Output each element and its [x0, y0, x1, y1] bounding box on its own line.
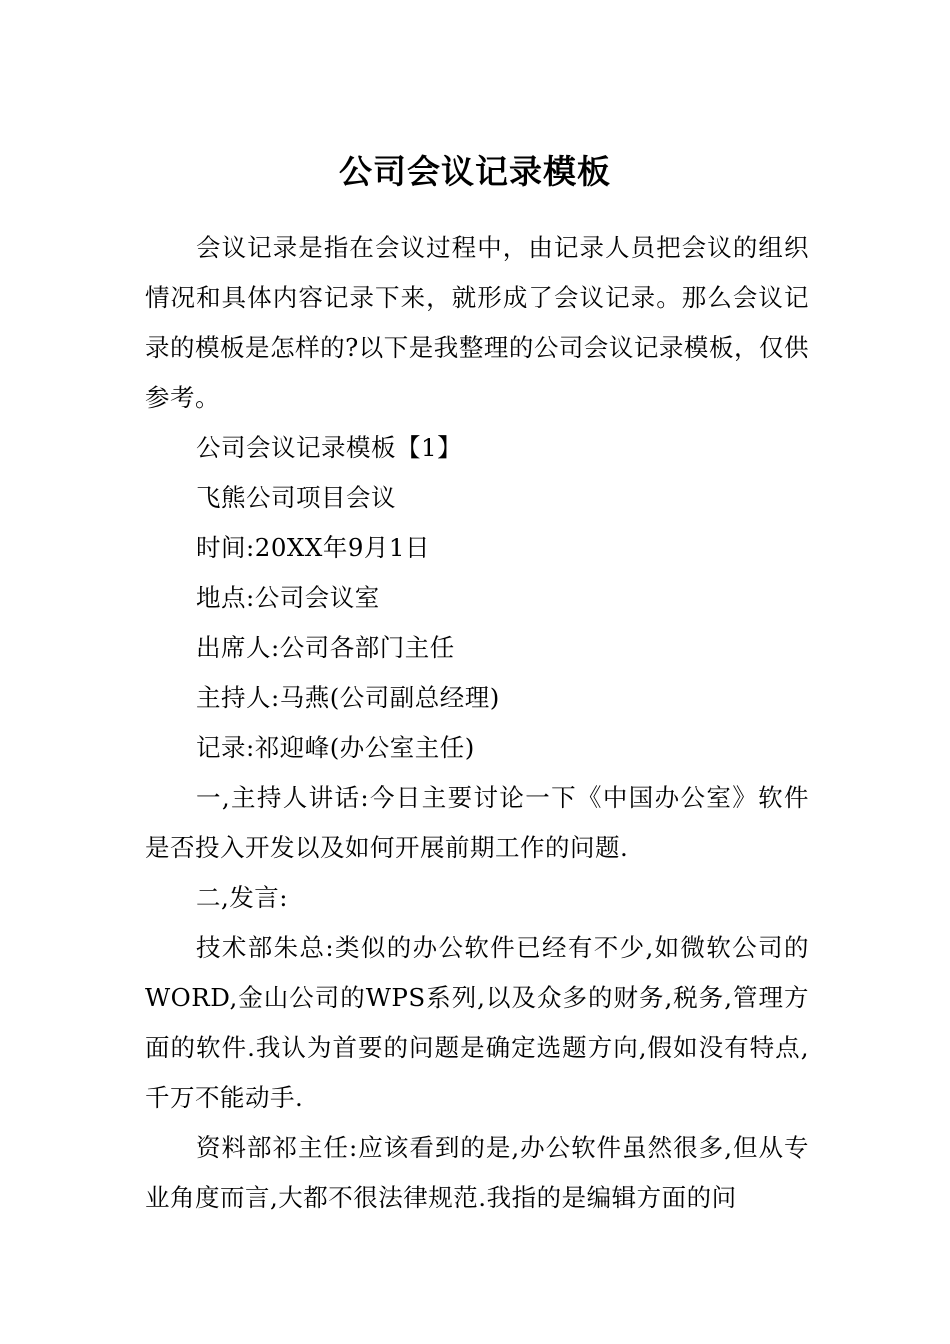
paragraph-intro: 会议记录是指在会议过程中，由记录人员把会议的组织情况和具体内容记录下来，就形成了会议记录。那么会议记录的模板是怎样的?以下是我整理的公司会议记录模板，仅供参考。 [145, 233, 809, 412]
paragraph-data-speech: 资料部祁主任:应该看到的是,办公软件虽然很多,但从专业角度而言,大都不很法律规范.我指的是编辑方面的问 [145, 1133, 809, 1212]
paragraph-time: 时间:20XX年9月1日 [196, 533, 430, 562]
paragraph-attendees: 出席人:公司各部门主任 [196, 633, 455, 662]
paragraph-speeches-heading: 二,发言: [196, 883, 289, 912]
paragraph-host: 主持人:马燕(公司副总经理) [196, 683, 500, 712]
paragraph-tech-speech: 技术部朱总:类似的办公软件已经有不少,如微软公司的WORD,金山公司的WPS系列,以及众多的财务,税务,管理方面的软件.我认为首要的问题是确定选题方向,假如没有特点,千万不能动手. [145, 933, 809, 1112]
paragraph-template-heading: 公司会议记录模板【1】 [196, 433, 463, 462]
document-title: 公司会议记录模板 [339, 152, 611, 192]
paragraph-location: 地点:公司会议室 [196, 583, 380, 612]
document-body [145, 223, 809, 1223]
paragraph-host-speech: 一,主持人讲话:今日主要讨论一下《中国办公室》软件是否投入开发以及如何开展前期工作的问题. [145, 783, 809, 862]
paragraph-recorder: 记录:祁迎峰(办公室主任) [196, 733, 475, 762]
paragraph-meeting-name: 飞熊公司项目会议 [196, 483, 396, 512]
